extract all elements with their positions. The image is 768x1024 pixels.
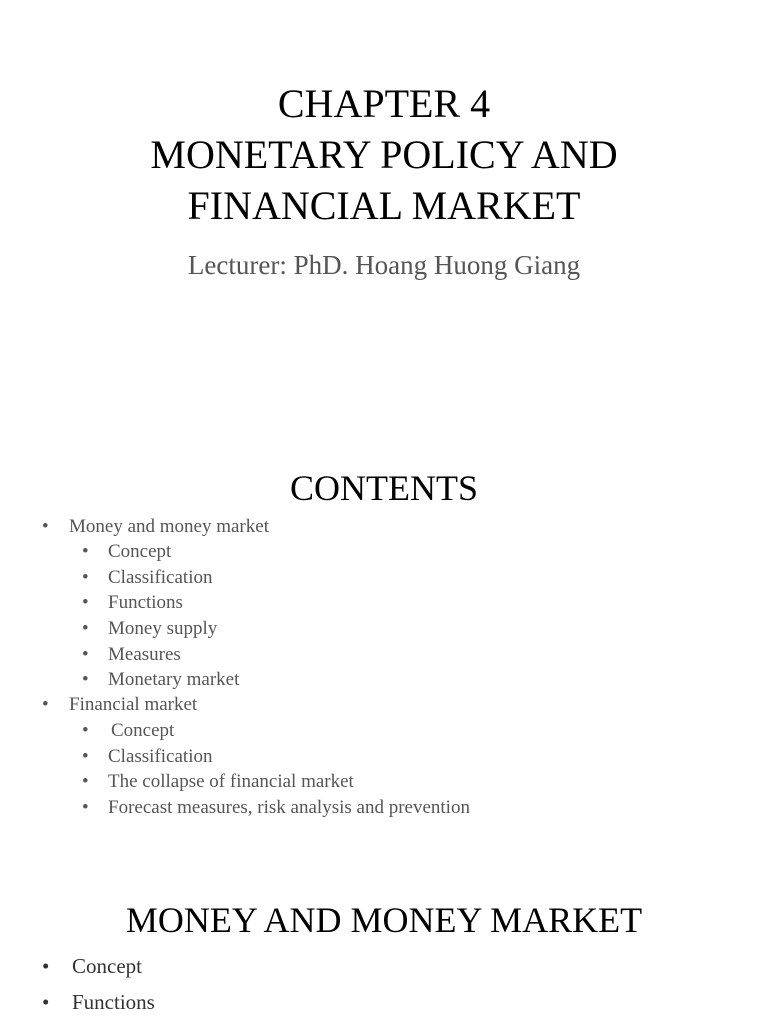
bullet-icon: • [82, 567, 89, 588]
lecturer-name: Lecturer: PhD. Hoang Huong Giang [187, 250, 581, 280]
chapter-title [0, 78, 768, 231]
list-item-label: Money supply [108, 618, 218, 639]
list-item-label: Concept [111, 720, 175, 741]
title-line-1: CHAPTER 4 [277, 81, 491, 126]
bullet-icon: • [82, 669, 89, 690]
list-item-label: Forecast measures, risk analysis and prevention [108, 797, 470, 818]
list-item-label: The collapse of financial market [108, 771, 354, 792]
bullet-icon: • [82, 746, 89, 767]
list-item-label: Money and money market [69, 516, 269, 537]
bullet-icon: • [42, 516, 49, 537]
bullet-icon: • [82, 797, 89, 818]
bullet-icon: • [42, 954, 50, 978]
money-market-heading: MONEY AND MONEY MARKET [125, 900, 643, 940]
contents-heading: CONTENTS [290, 468, 478, 508]
bullet-icon: • [82, 720, 89, 741]
list-item-label: Monetary market [108, 669, 240, 690]
list-item-label: Classification [108, 567, 213, 588]
list-item-label: Functions [108, 592, 183, 613]
bullet-icon: • [82, 771, 89, 792]
bullet-icon: • [82, 541, 89, 562]
bullet-icon: • [82, 592, 89, 613]
list-item-label: Measures [108, 644, 181, 665]
list-item-label: Concept [108, 541, 172, 562]
title-line-3: FINANCIAL MARKET [187, 183, 581, 228]
list-item-label: Financial market [69, 694, 198, 715]
bullet-icon: • [82, 618, 89, 639]
bullet-icon: • [42, 990, 50, 1014]
list-item-label: Classification [108, 746, 213, 767]
bullet-icon: • [42, 694, 49, 715]
list-item-label: Concept [72, 954, 142, 978]
bullet-icon: • [82, 644, 89, 665]
list-item-label: Functions [72, 990, 155, 1014]
title-line-2: MONETARY POLICY AND [150, 132, 618, 177]
